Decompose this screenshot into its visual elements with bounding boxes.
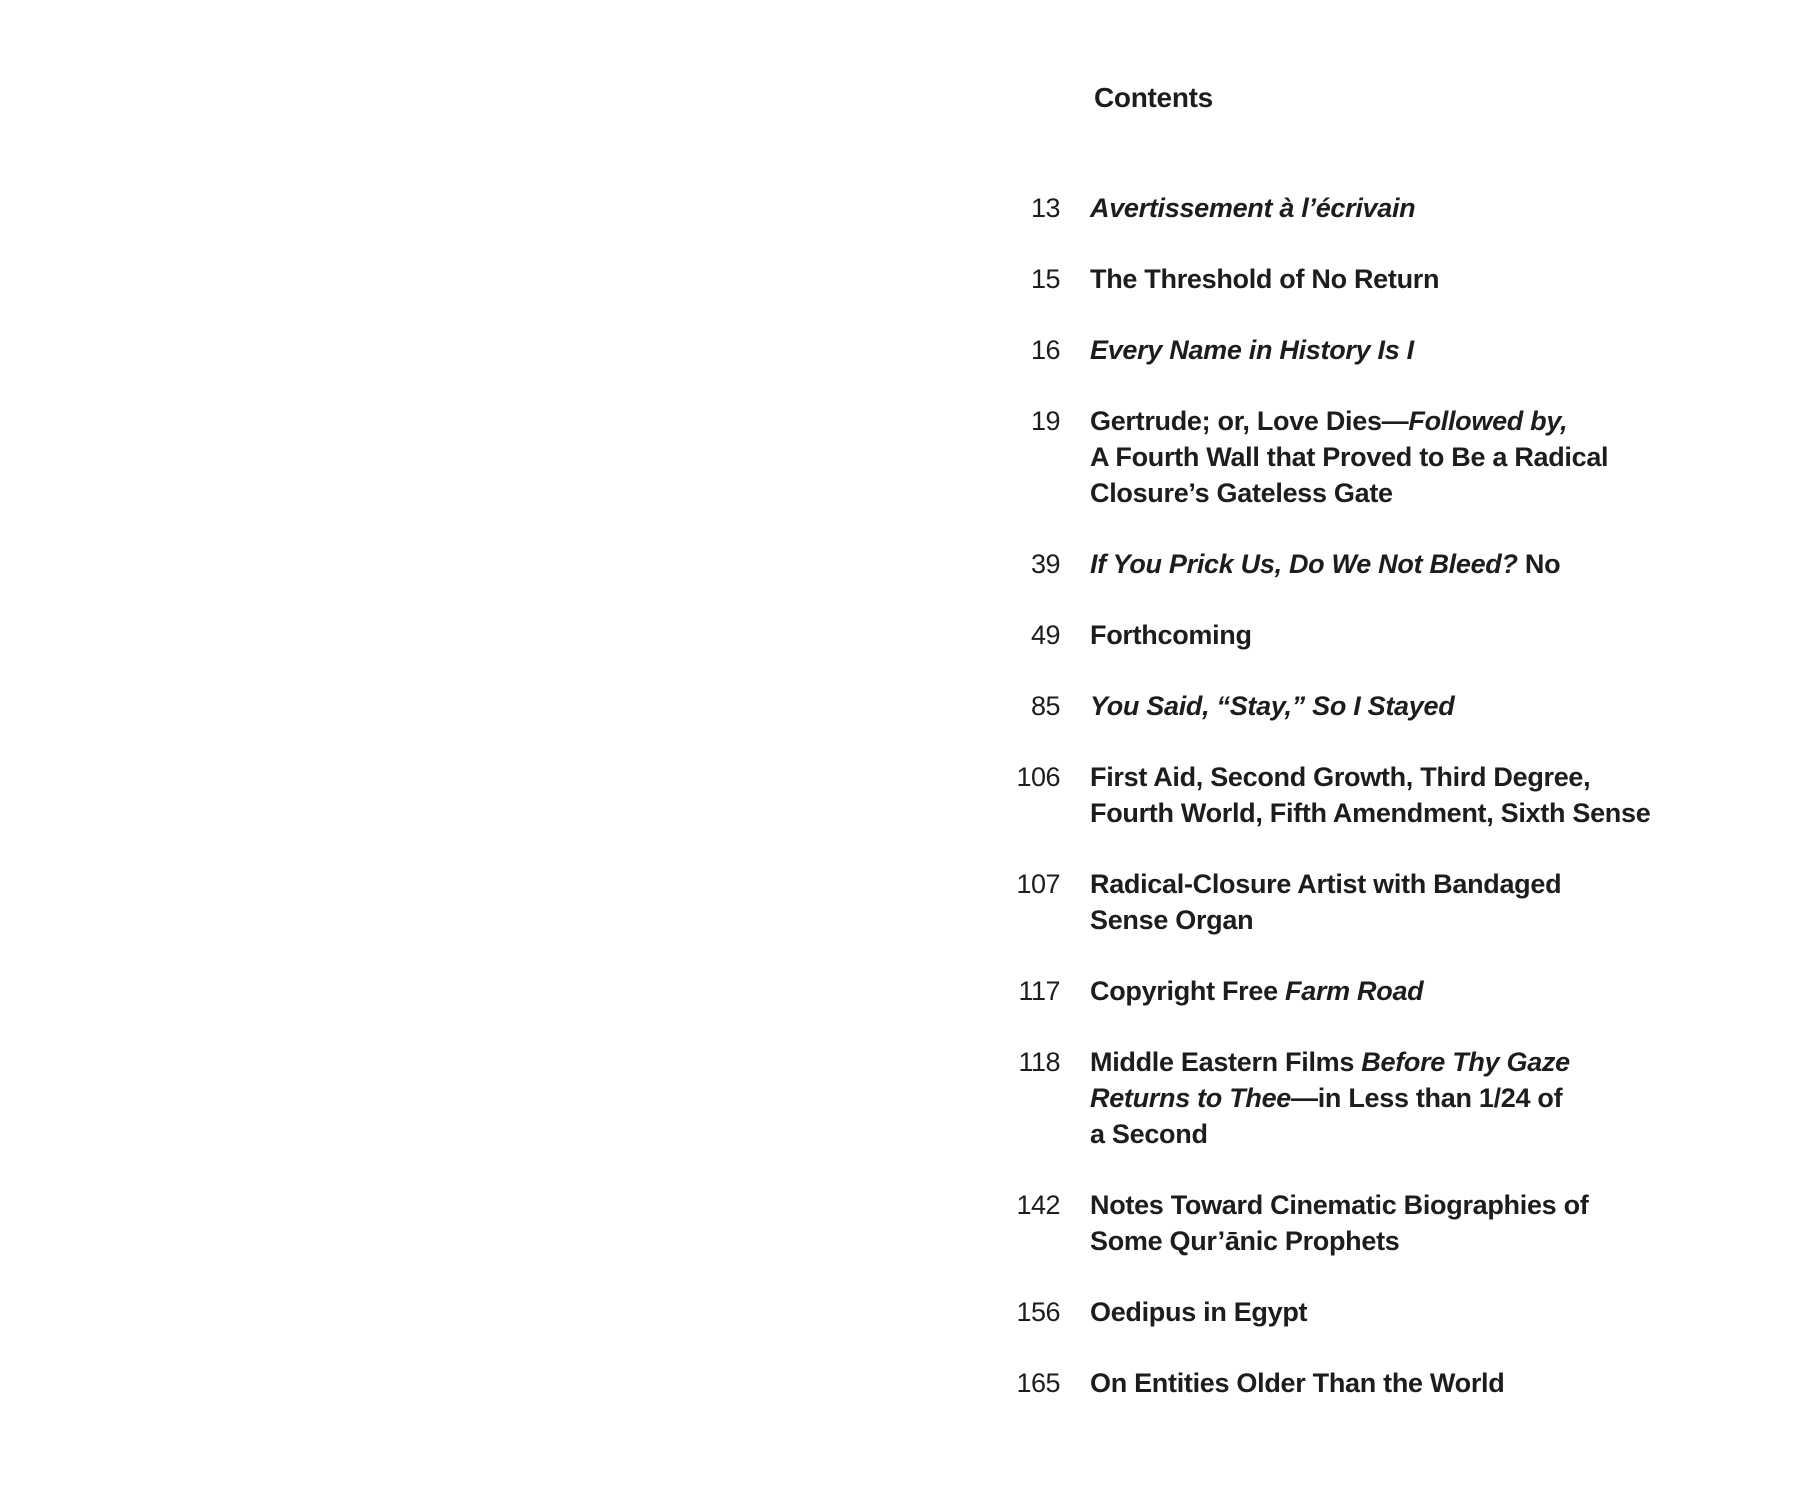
toc-entry-title [1090, 1044, 1570, 1152]
toc-page-number: 106 [1016, 762, 1060, 792]
toc-title-segment: Closure’s Gateless Gate [1090, 478, 1393, 508]
toc-title-segment: Radical-Closure Artist with Bandaged [1090, 869, 1562, 899]
toc-title-line [1090, 795, 1650, 831]
toc-title-segment: Avertissement à l’écrivain [1090, 193, 1416, 223]
toc-entry [940, 403, 1720, 511]
toc-entry-title [1090, 759, 1650, 831]
toc-title-segment: On Entities Older Than the World [1090, 1368, 1505, 1398]
toc-entry [940, 1187, 1720, 1259]
toc-page-number: 156 [1016, 1297, 1060, 1327]
toc-entry [940, 973, 1720, 1009]
toc-title-segment: Sense Organ [1090, 905, 1254, 935]
toc-title-line [1090, 1187, 1588, 1223]
toc-title-segment: Before Thy Gaze [1361, 1047, 1570, 1077]
toc-title-line [1090, 1365, 1504, 1401]
toc-list [940, 190, 1720, 1436]
toc-title-line [1090, 1044, 1570, 1080]
toc-page-number: 15 [1030, 264, 1060, 294]
toc-title-segment: Copyright Free [1090, 976, 1286, 1006]
toc-title-segment: Some Qur’ānic Prophets [1090, 1226, 1400, 1256]
toc-entry-title [1090, 866, 1561, 938]
toc-title-segment: The Threshold of No Return [1090, 264, 1440, 294]
toc-title-line [1090, 1223, 1588, 1259]
toc-title-line [1090, 688, 1454, 724]
toc-title-segment: a Second [1090, 1119, 1208, 1149]
toc-entry [940, 1044, 1720, 1152]
toc-entry-title [1090, 973, 1423, 1009]
toc-page-number: 19 [1030, 406, 1060, 436]
toc-entry [940, 759, 1720, 831]
toc-title-segment: Middle Eastern Films [1090, 1047, 1362, 1077]
toc-title-line [1090, 190, 1415, 226]
toc-page-number: 85 [1030, 691, 1060, 721]
toc-title-segment: Gertrude; or, Love Dies— [1090, 406, 1409, 436]
toc-title-line [1090, 546, 1560, 582]
toc-entry-title [1090, 1187, 1588, 1259]
toc-entry-title [1090, 261, 1439, 297]
toc-title-segment: Farm Road [1285, 976, 1424, 1006]
toc-title-line [1090, 261, 1439, 297]
toc-page-number: 165 [1016, 1368, 1060, 1398]
toc-title-segment: Returns to Thee [1090, 1083, 1292, 1113]
contents-heading: Contents [1094, 82, 1213, 113]
toc-title-line [1090, 332, 1414, 368]
toc-entry [940, 688, 1720, 724]
toc-entry-title [1090, 1294, 1307, 1330]
toc-entry [940, 1365, 1720, 1401]
toc-title-line [1090, 1116, 1570, 1152]
toc-entry [940, 1294, 1720, 1330]
toc-title-segment: A Fourth Wall that Proved to Be a Radical [1090, 442, 1609, 472]
toc-entry-title [1090, 617, 1252, 653]
toc-title-line [1090, 902, 1561, 938]
toc-page-number: 142 [1016, 1190, 1060, 1220]
toc-title-line [1090, 1294, 1307, 1330]
toc-title-segment: You Said, “Stay,” So I Stayed [1090, 691, 1455, 721]
toc-page-number: 49 [1030, 620, 1060, 650]
toc-entry-title [1090, 1365, 1504, 1401]
toc-entry [940, 190, 1720, 226]
toc-title-segment: Oedipus in Egypt [1090, 1297, 1308, 1327]
toc-title-line [1090, 439, 1608, 475]
toc-title-segment: First Aid, Second Growth, Third Degree, [1090, 762, 1591, 792]
toc-title-segment: No [1517, 549, 1561, 579]
toc-page-number: 117 [1018, 976, 1060, 1006]
toc-title-segment: —in Less than 1/24 of [1291, 1083, 1563, 1113]
toc-title-segment: Followed by, [1408, 406, 1568, 436]
toc-title-line [1090, 973, 1423, 1009]
toc-title-segment: Forthcoming [1090, 620, 1252, 650]
toc-page-number: 39 [1030, 549, 1060, 579]
toc-page-number: 118 [1018, 1047, 1060, 1077]
toc-title-line [1090, 475, 1608, 511]
toc-entry [940, 866, 1720, 938]
toc-page-number: 16 [1030, 335, 1060, 365]
toc-entry-title [1090, 190, 1415, 226]
toc-entry-title [1090, 546, 1560, 582]
toc-title-line [1090, 403, 1608, 439]
toc-entry [940, 617, 1720, 653]
toc-entry-title [1090, 332, 1414, 368]
toc-entry-title [1090, 403, 1608, 511]
toc-title-line [1090, 1080, 1570, 1116]
toc-entry [940, 546, 1720, 582]
toc-page-number: 107 [1016, 869, 1060, 899]
toc-entry [940, 261, 1720, 297]
toc-title-segment: Notes Toward Cinematic Biographies of [1090, 1190, 1589, 1220]
toc-entry-title [1090, 688, 1454, 724]
toc-title-line [1090, 617, 1252, 653]
toc-page-number: 13 [1030, 193, 1060, 223]
toc-title-segment: Fourth World, Fifth Amendment, Sixth Sense [1090, 798, 1651, 828]
toc-title-line [1090, 759, 1650, 795]
toc-entry [940, 332, 1720, 368]
toc-title-segment: If You Prick Us, Do We Not Bleed? [1090, 549, 1518, 579]
toc-title-line [1090, 866, 1561, 902]
toc-title-segment: Every Name in History Is I [1090, 335, 1414, 365]
